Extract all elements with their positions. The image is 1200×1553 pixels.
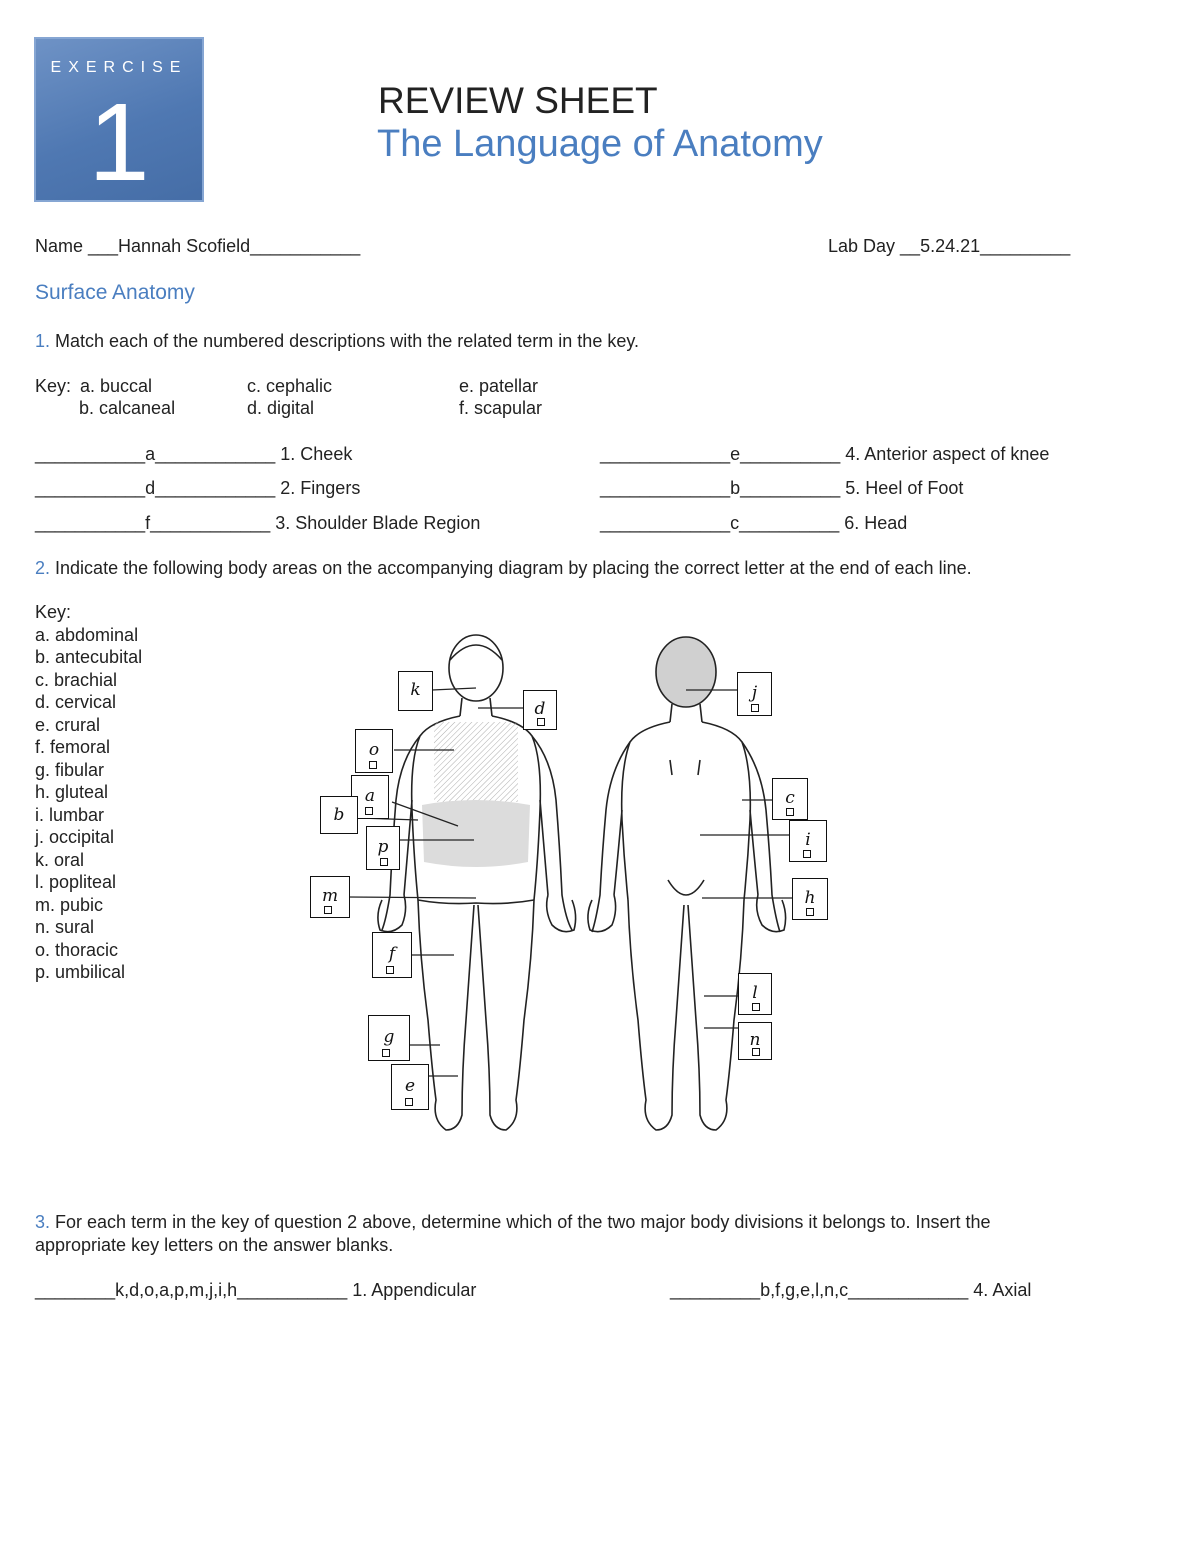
q2-key-list	[35, 601, 142, 984]
q1-key-item: b. calcaneal	[79, 398, 176, 418]
lab-day-field[interactable]: Lab Day __5.24.21_________	[828, 236, 1071, 256]
page-subtitle: The Language of Anatomy	[377, 123, 823, 165]
q3-prompt-text: For each term in the key of question 2 above, determine which of the two major body divisions it belongs to. Insert the	[55, 1212, 991, 1232]
answer-text: 1. Cheek	[280, 444, 353, 464]
answer-text: 5. Heel of Foot	[845, 478, 964, 498]
answer-text: 1. Appendicular	[352, 1280, 477, 1300]
diagram-label-box[interactable]: k	[398, 671, 433, 711]
q2-key-item: m. pubic	[35, 894, 104, 915]
diagram-label-box[interactable]: p	[366, 826, 400, 870]
answer-blank[interactable]: _____________c__________	[600, 513, 840, 533]
q2-key-item: g. fibular	[35, 759, 105, 780]
diagram-label-box[interactable]: h	[792, 878, 828, 920]
answer-blank[interactable]: _____________b__________	[600, 478, 841, 498]
q1-key-label: Key:	[35, 376, 72, 396]
q2-key-item: j. occipital	[35, 827, 115, 847]
q1-key-item: d. digital	[247, 398, 315, 418]
q2-key-label: Key:	[35, 602, 72, 622]
q2-number: 2.	[35, 558, 51, 578]
q2-key-item: c. brachial	[35, 669, 118, 690]
q1-answer-row	[35, 477, 360, 499]
q3-prompt-line2: appropriate key letters on the answer blanks.	[35, 1235, 394, 1255]
q2-key-item: e. crural	[35, 714, 101, 735]
diagram-label-box[interactable]: n	[738, 1022, 772, 1060]
answer-blank[interactable]: _____________e__________	[600, 444, 841, 464]
q2-key-item: o. thoracic	[35, 939, 119, 960]
diagram-label-box[interactable]: o	[355, 729, 393, 773]
page-title: REVIEW SHEET	[378, 80, 658, 121]
answer-text: 4. Anterior aspect of knee	[845, 444, 1050, 464]
diagram-label-box[interactable]: d	[523, 690, 557, 730]
q2-key-item: b. antecubital	[35, 647, 143, 667]
exercise-label: EXERCISE	[50, 59, 188, 76]
q2-key-item: a. abdominal	[35, 624, 139, 645]
q1-key-item: f. scapular	[459, 398, 543, 418]
q2-prompt	[35, 557, 972, 579]
answer-blank[interactable]: ___________a____________	[35, 444, 276, 464]
q1-key-item: c. cephalic	[247, 376, 333, 396]
q3-answer-row	[35, 1279, 476, 1301]
name-field[interactable]: Name ___Hannah Scofield___________	[35, 236, 361, 256]
q1-answer-row	[35, 512, 480, 534]
q3-number: 3.	[35, 1212, 51, 1232]
answer-text: 2. Fingers	[280, 478, 361, 498]
q2-key-item: h. gluteal	[35, 782, 109, 802]
diagram-label-box[interactable]: g	[368, 1015, 410, 1061]
q3-prompt	[35, 1211, 991, 1233]
diagram-label-box[interactable]: l	[738, 973, 772, 1015]
answer-text: 3. Shoulder Blade Region	[275, 513, 481, 533]
q2-key-item: d. cervical	[35, 692, 117, 712]
diagram-label-box[interactable]: e	[391, 1064, 429, 1110]
diagram-label-box[interactable]: a	[351, 775, 389, 819]
answer-text: 4. Axial	[973, 1280, 1032, 1300]
q2-key-item: i. lumbar	[35, 804, 105, 825]
q1-answer-row	[600, 512, 907, 534]
q2-key-item: n. sural	[35, 917, 95, 937]
answer-blank[interactable]: _________b,f,g,e,l,n,c____________	[670, 1280, 969, 1300]
q1-answer-row	[600, 477, 963, 499]
diagram-label-box[interactable]: b	[320, 796, 358, 834]
diagram-label-box[interactable]: j	[737, 672, 772, 716]
answer-blank[interactable]: ___________d____________	[35, 478, 276, 498]
q2-key-item: f. femoral	[35, 737, 111, 757]
q3-answer-row	[670, 1279, 1031, 1301]
diagram-label-box[interactable]: f	[372, 932, 412, 978]
answer-text: 6. Head	[844, 513, 908, 533]
exercise-badge	[34, 37, 204, 202]
q2-key-item: l. popliteal	[35, 872, 117, 892]
section-title: Surface Anatomy	[35, 281, 195, 304]
q1-number: 1.	[35, 331, 51, 351]
q2-prompt-text: Indicate the following body areas on the accompanying diagram by placing the correct letter at the end of each line.	[55, 558, 972, 578]
q1-prompt-text: Match each of the numbered descriptions with the related term in the key.	[55, 331, 640, 351]
diagram-label-box[interactable]: i	[789, 820, 827, 862]
diagram-label-box[interactable]: m	[310, 876, 350, 918]
diagram-label-box[interactable]: c	[772, 778, 808, 820]
q1-prompt	[35, 330, 639, 352]
q1-answer-row	[35, 443, 352, 465]
answer-blank[interactable]: ___________f____________	[35, 513, 271, 533]
q2-key-item: p. umbilical	[35, 962, 126, 982]
leader-lines	[348, 688, 792, 1076]
answer-blank[interactable]: ________k,d,o,a,p,m,j,i,h___________	[35, 1280, 348, 1300]
q2-key-item: k. oral	[35, 849, 85, 870]
q1-key-item: e. patellar	[459, 376, 539, 396]
exercise-number: 1	[88, 81, 150, 204]
q1-answer-row	[600, 443, 1049, 465]
q1-key-item: a. buccal	[80, 376, 153, 396]
